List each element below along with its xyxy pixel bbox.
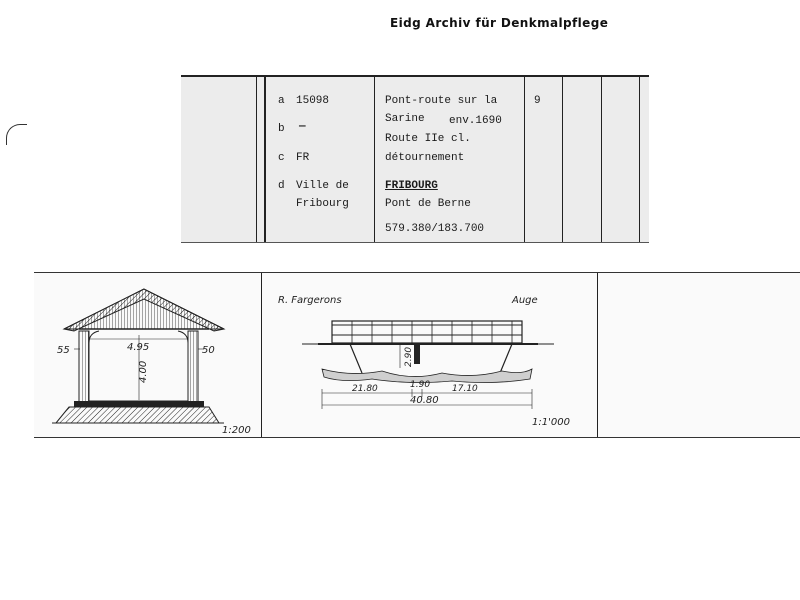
dim-width: 4.95 <box>127 342 150 353</box>
description-line: Sarine <box>385 113 425 125</box>
right-wall <box>188 331 198 405</box>
scan-bracket-mark <box>6 124 27 145</box>
field-value-continued: Fribourg <box>296 198 349 210</box>
description-coordinates: 579.380/183.700 <box>385 223 485 235</box>
label-right-bank: Auge <box>512 295 538 306</box>
scale-label: 1:1'000 <box>532 417 570 428</box>
field-value: — <box>299 121 306 133</box>
cross-section-drawing <box>34 273 261 437</box>
abutment <box>56 407 219 423</box>
label-left-bank: R. Fargerons <box>278 295 342 306</box>
description-place: FRIBOURG <box>385 180 438 192</box>
field-letter: b <box>278 123 285 135</box>
roof-gable <box>64 289 224 329</box>
strip-divider <box>597 273 598 437</box>
field-value: FR <box>296 152 310 164</box>
record-card <box>181 75 649 243</box>
dim-total: 40.80 <box>410 395 439 406</box>
description-date: env.1690 <box>449 115 502 127</box>
card-column-divider <box>639 77 640 242</box>
pier <box>414 344 420 364</box>
dim-span-1: 21.80 <box>352 384 378 394</box>
bridge-body <box>332 321 522 343</box>
card-column-divider <box>601 77 602 242</box>
card-column-divider <box>256 77 257 242</box>
dim-mid: 1.90 <box>410 380 431 390</box>
card-column-divider <box>524 77 525 242</box>
dim-span-2: 17.10 <box>452 384 478 394</box>
elevation-drawing <box>262 273 597 437</box>
record-number: 9 <box>534 95 541 107</box>
dim-right: 50 <box>202 345 215 356</box>
field-letter: a <box>278 95 285 107</box>
card-column-divider <box>562 77 563 242</box>
archive-header: Eidg Archiv für Denkmalpflege <box>390 16 609 30</box>
dim-clearance: 2.90 <box>404 346 414 367</box>
field-value: Ville de <box>296 180 349 192</box>
deck <box>74 401 204 407</box>
left-wall <box>79 331 89 405</box>
field-letter: d <box>278 180 285 192</box>
card-column-divider <box>374 77 375 242</box>
description-line: détournement <box>385 152 465 164</box>
field-letter: c <box>278 152 285 164</box>
field-value: 15098 <box>296 95 330 107</box>
drawing-strip <box>34 272 800 438</box>
scale-label: 1:200 <box>222 425 251 436</box>
dim-left: 55 <box>57 345 70 356</box>
description-line: Pont de Berne <box>385 198 471 210</box>
description-line: Pont-route sur la <box>385 95 498 107</box>
description-line: Route IIe cl. <box>385 133 471 145</box>
dim-height: 4.00 <box>138 360 149 383</box>
card-column-divider <box>264 77 266 242</box>
